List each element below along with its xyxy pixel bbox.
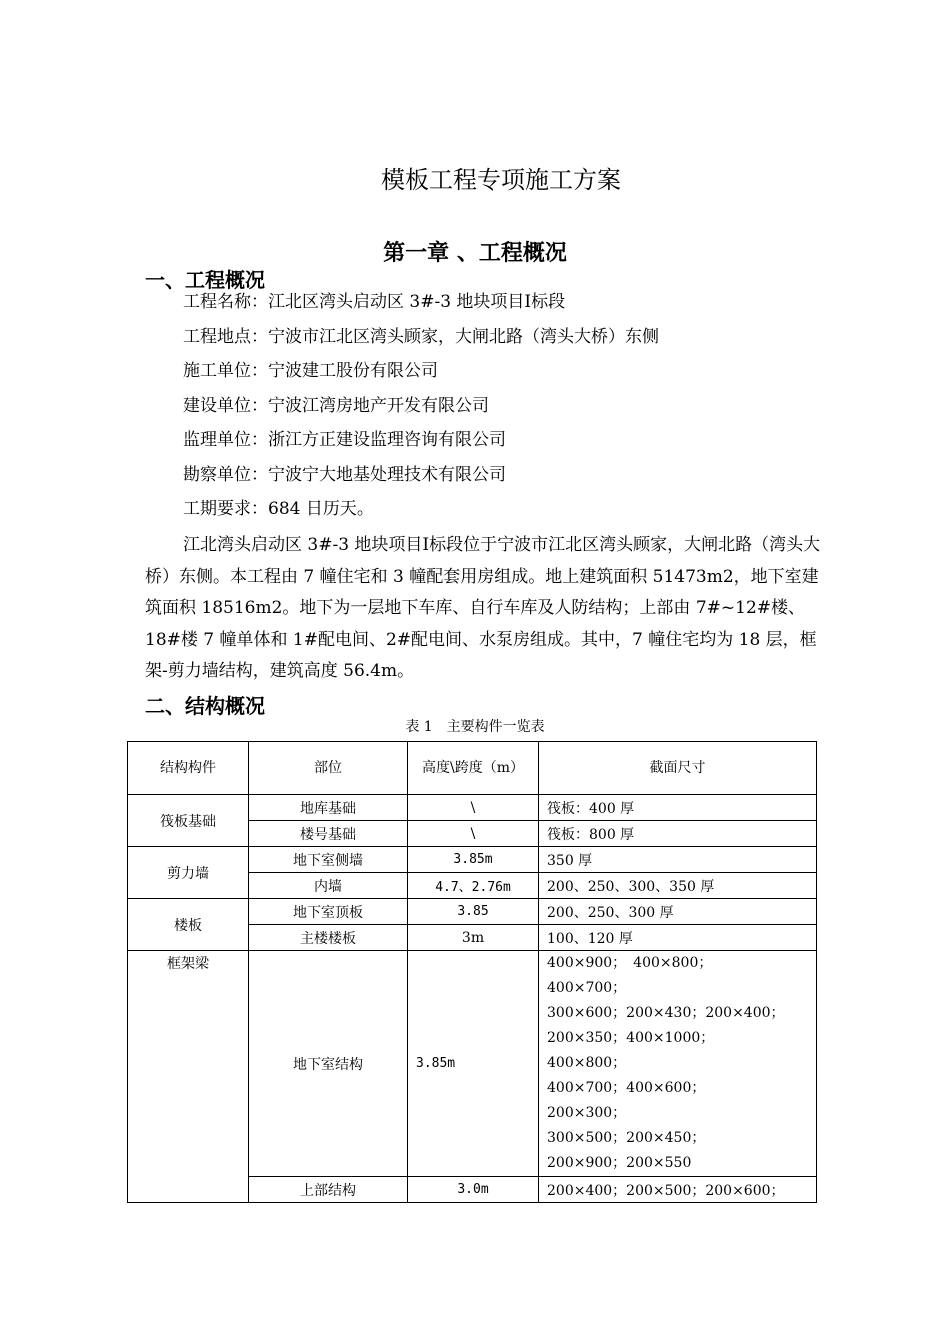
section-line: 400×700；: [547, 980, 627, 996]
info-project-name: 工程名称：江北区湾头启动区 3#-3 地块项目Ⅰ标段: [183, 292, 566, 312]
section-line: 300×600；200×430；200×400；: [547, 1005, 785, 1021]
cell-part: 楼号基础: [249, 821, 408, 847]
header-section-size: 截面尺寸: [539, 742, 817, 795]
header-height-span-text: 高度\跨度（m）: [422, 759, 524, 776]
cell-height: 4.7、2.76m: [408, 873, 539, 899]
section-line: 200×900；200×550: [547, 1155, 692, 1171]
table-row: [128, 899, 817, 925]
cell-section: 筏板：800 厚: [539, 821, 817, 847]
header-height-span: [408, 742, 539, 795]
cell-part: 地库基础: [249, 795, 408, 821]
cell-part: 内墙: [249, 873, 408, 899]
table-caption: 表 1 主要构件一览表: [405, 719, 545, 735]
info-schedule: 工期要求：684 日历天。: [183, 499, 374, 519]
cell-height: 3m: [408, 925, 539, 951]
document-title: 模板工程专项施工方案: [381, 166, 621, 194]
cell-part: 上部结构: [249, 1177, 408, 1203]
table-row: [128, 795, 817, 821]
cell-part: 地下室侧墙: [249, 847, 408, 873]
chapter-heading: 第一章 、工程概况: [383, 241, 567, 266]
cell-section: 200、250、300、350 厚: [539, 873, 817, 899]
cell-height: 3.85: [408, 899, 539, 925]
cell-section: 350 厚: [539, 847, 817, 873]
cell-height: 3.85m: [408, 951, 539, 1177]
project-description: [145, 530, 825, 688]
info-survey-unit: 勘察单位：宁波宁大地基处理技术有限公司: [183, 465, 506, 485]
header-component: 结构构件: [128, 742, 249, 795]
section-line: 200×350；400×1000；: [547, 1030, 715, 1046]
cell-section: 筏板：400 厚: [539, 795, 817, 821]
cell-height: 3.0m: [408, 1177, 539, 1203]
info-developer: 建设单位：宁波江湾房地产开发有限公司: [183, 396, 489, 416]
section-line: 300×500；200×450；: [547, 1130, 706, 1146]
section-heading-structure: 二、结构概况: [145, 694, 265, 718]
group-frame-beam: 框架梁: [128, 951, 249, 1203]
info-project-location: 工程地点：宁波市江北区湾头顾家，大闸北路（湾头大桥）东侧: [183, 327, 659, 347]
section-heading-overview: 一、工程概况: [145, 268, 265, 292]
cell-section: 100、120 厚: [539, 925, 817, 951]
group-raft-foundation: 筏板基础: [128, 795, 249, 847]
table-header-row: [128, 742, 817, 795]
info-construction-unit: 施工单位：宁波建工股份有限公司: [183, 361, 438, 381]
cell-part: 主楼楼板: [249, 925, 408, 951]
cell-part: 地下室顶板: [249, 899, 408, 925]
cell-section: 200×400；200×500；200×600；: [539, 1177, 817, 1203]
cell-part: 地下室结构: [249, 951, 408, 1177]
cell-height: 3.85m: [408, 847, 539, 873]
section-line: 400×800；: [547, 1055, 627, 1071]
cell-height: \: [408, 795, 539, 821]
cell-height: \: [408, 821, 539, 847]
section-line: 400×700；400×600；: [547, 1080, 706, 1096]
info-supervisor: 监理单位：浙江方正建设监理咨询有限公司: [183, 430, 506, 450]
component-table: [127, 741, 817, 1203]
cell-section: 200、250、300 厚: [539, 899, 817, 925]
cell-section-multiline: [539, 951, 817, 1177]
project-description-text: 江北湾头启动区 3#-3 地块项目Ⅰ标段位于宁波市江北区湾头顾家，大闸北路（湾头大桥）东侧。本工程由 7 幢住宅和 3 幢配套用房组成。地上建筑面积 51473m2，地下室建筑面积 18516m2。地下为一层地下车库、自行车库及人防结构；上部由 7#~12#楼、18#楼 7 幢单体和 1#配电间、2#配电间、水泵房组成。其中，7 幢住宅均为 18 层，框架-剪力墙结构，建筑高度 56.4m。: [145, 535, 821, 681]
header-location: 部位: [249, 742, 408, 795]
table-row: [128, 951, 817, 1177]
section-line: 400×900； 400×800；: [547, 955, 713, 971]
group-floor-slab: 楼板: [128, 899, 249, 951]
section-line: 200×300；: [547, 1105, 627, 1121]
group-shear-wall: 剪力墙: [128, 847, 249, 899]
table-row: [128, 847, 817, 873]
